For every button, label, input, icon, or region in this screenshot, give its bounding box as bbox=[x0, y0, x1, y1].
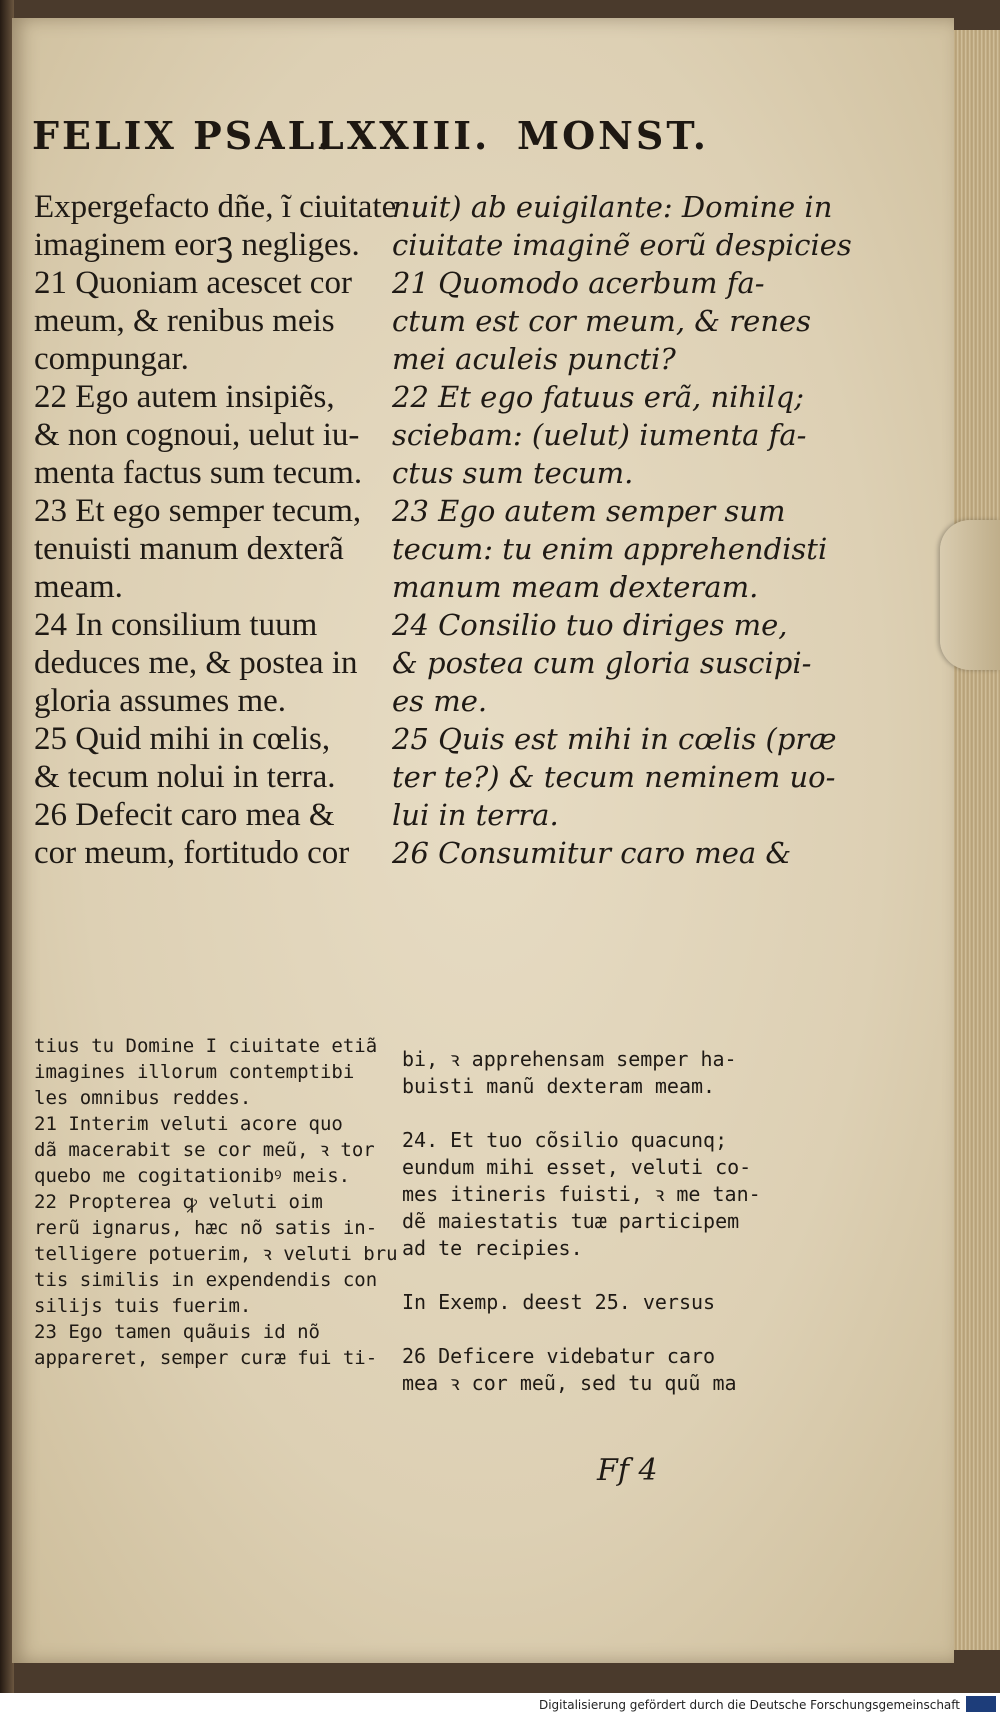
text-line: dẽ maiestatis tuæ participem bbox=[402, 1209, 740, 1233]
text-line: appareret, semper curæ fui ti- bbox=[34, 1347, 378, 1369]
text-line: 23 Ego tamen quãuis id nõ bbox=[34, 1321, 320, 1343]
signature-mark: Ff 4 bbox=[597, 1453, 658, 1488]
latin-right-column bbox=[392, 188, 852, 872]
text-line: tius tu Domine I ciuitate etiã bbox=[34, 1035, 378, 1057]
text-line: 24 In consilium tuum bbox=[34, 607, 318, 643]
text-line: meum, & renibus meis bbox=[34, 303, 335, 339]
text-line: 25 Quid mihi in cœlis, bbox=[34, 721, 331, 757]
text-line: rerũ ignarus, hæc nõ satis in- bbox=[34, 1217, 378, 1239]
text-line: sciebam: (uelut) iumenta fa- bbox=[392, 418, 807, 452]
text-line: ctum est cor meum, & renes bbox=[392, 304, 812, 338]
book-clasp bbox=[940, 520, 1000, 670]
text-line: 21 Interim veluti acore quo bbox=[34, 1113, 343, 1135]
text-line: & non cognoui, uelut iu- bbox=[34, 417, 360, 453]
text-line: 23 Ego autem semper sum bbox=[392, 494, 786, 528]
text-line: deduces me, & postea in bbox=[34, 645, 358, 681]
text-line: bi, ꝛ apprehensam semper ha- bbox=[402, 1047, 737, 1071]
text-line: 26 Deficere videbatur caro bbox=[402, 1344, 716, 1368]
german-left-column bbox=[34, 1033, 398, 1371]
text-line: es me. bbox=[392, 684, 488, 718]
text-line: meam. bbox=[34, 569, 123, 605]
text-line: imagines illorum contemptibi bbox=[34, 1061, 355, 1083]
book-page bbox=[12, 18, 954, 1663]
text-line: buisti manũ dexteram meam. bbox=[402, 1074, 716, 1098]
text-line: ciuitate imaginẽ eorũ despicies bbox=[392, 228, 852, 262]
text-line: ad te recipies. bbox=[402, 1236, 583, 1260]
text-line: 21 Quomodo acerbum fa- bbox=[392, 266, 765, 300]
text-line: manum meam dexteram. bbox=[392, 570, 759, 604]
text-line: gloria assumes me. bbox=[34, 683, 287, 719]
text-line: 22 Et ego fatuus erã, nihilq; bbox=[392, 380, 804, 414]
text-line: dã macerabit se cor meũ, ꝛ tor bbox=[34, 1139, 375, 1161]
text-line: compungar. bbox=[34, 341, 189, 377]
text-line: silijs tuis fuerim. bbox=[34, 1295, 252, 1317]
dfg-logo bbox=[966, 1696, 996, 1712]
text-line: 26 Consumitur caro mea & bbox=[392, 836, 792, 870]
text-line: nuit) ab euigilante: Domine in bbox=[392, 190, 833, 224]
text-line: 26 Defecit caro mea & bbox=[34, 797, 335, 833]
text-line bbox=[402, 1262, 802, 1289]
header-left: FELIX PSAL. bbox=[32, 113, 334, 158]
text-line: mea ꝛ cor meũ, sed tu quũ ma bbox=[402, 1371, 737, 1395]
text-line: mes itineris fuisti, ꝛ me tan- bbox=[402, 1182, 761, 1206]
header-right: MONST. bbox=[517, 113, 709, 158]
running-header bbox=[12, 113, 954, 173]
text-line: 24 Consilio tuo diriges me, bbox=[392, 608, 788, 642]
footer-credit: Digitalisierung gefördert durch die Deutsche Forschungsgemeinschaft bbox=[538, 1698, 960, 1712]
text-line: 21 Quoniam acescet cor bbox=[34, 265, 352, 301]
text-line: 24. Et tuo cõsilio quacunq; bbox=[402, 1128, 728, 1152]
latin-left-column bbox=[34, 188, 397, 872]
text-line: les omnibus reddes. bbox=[34, 1087, 252, 1109]
text-line: telligere potuerim, ꝛ veluti bru bbox=[34, 1243, 398, 1265]
text-line: 22 Propterea ꝙ veluti oim bbox=[34, 1191, 323, 1213]
text-line: imaginem eorꝫ negliges. bbox=[34, 227, 360, 263]
text-line: cor meum, fortitudo cor bbox=[34, 835, 350, 871]
text-line: mei aculeis puncti? bbox=[392, 342, 676, 376]
text-line: 25 Quis est mihi in cœlis (præ bbox=[392, 722, 837, 756]
text-line: ctus sum tecum. bbox=[392, 456, 634, 490]
text-line: & postea cum gloria suscipi- bbox=[392, 646, 812, 680]
text-line: In Exemp. deest 25. versus bbox=[402, 1290, 716, 1314]
text-line: tis similis in expendendis con bbox=[34, 1269, 378, 1291]
text-line: 23 Et ego semper tecum, bbox=[34, 493, 362, 529]
text-line bbox=[402, 1100, 802, 1127]
header-center: LXXIII. bbox=[317, 113, 491, 158]
text-line: lui in terra. bbox=[392, 798, 559, 832]
text-line: 22 Ego autem insipiẽs, bbox=[34, 379, 335, 415]
text-line: eundum mihi esset, veluti co- bbox=[402, 1155, 752, 1179]
text-line: & tecum nolui in terra. bbox=[34, 759, 336, 795]
german-right-column bbox=[402, 1046, 802, 1397]
text-line: quebo me cogitationibꝰ meis. bbox=[34, 1165, 351, 1187]
text-line bbox=[402, 1316, 802, 1343]
text-line: menta factus sum tecum. bbox=[34, 455, 363, 491]
text-line: tecum: tu enim apprehendisti bbox=[392, 532, 828, 566]
text-line: tenuisti manum dexterã bbox=[34, 531, 344, 567]
page-edges bbox=[950, 30, 1000, 1650]
text-line: ter te?) & tecum neminem uo- bbox=[392, 760, 836, 794]
text-line: Expergefacto dñe, ĩ ciuitate bbox=[34, 189, 397, 225]
footer-bar bbox=[0, 1693, 1000, 1717]
